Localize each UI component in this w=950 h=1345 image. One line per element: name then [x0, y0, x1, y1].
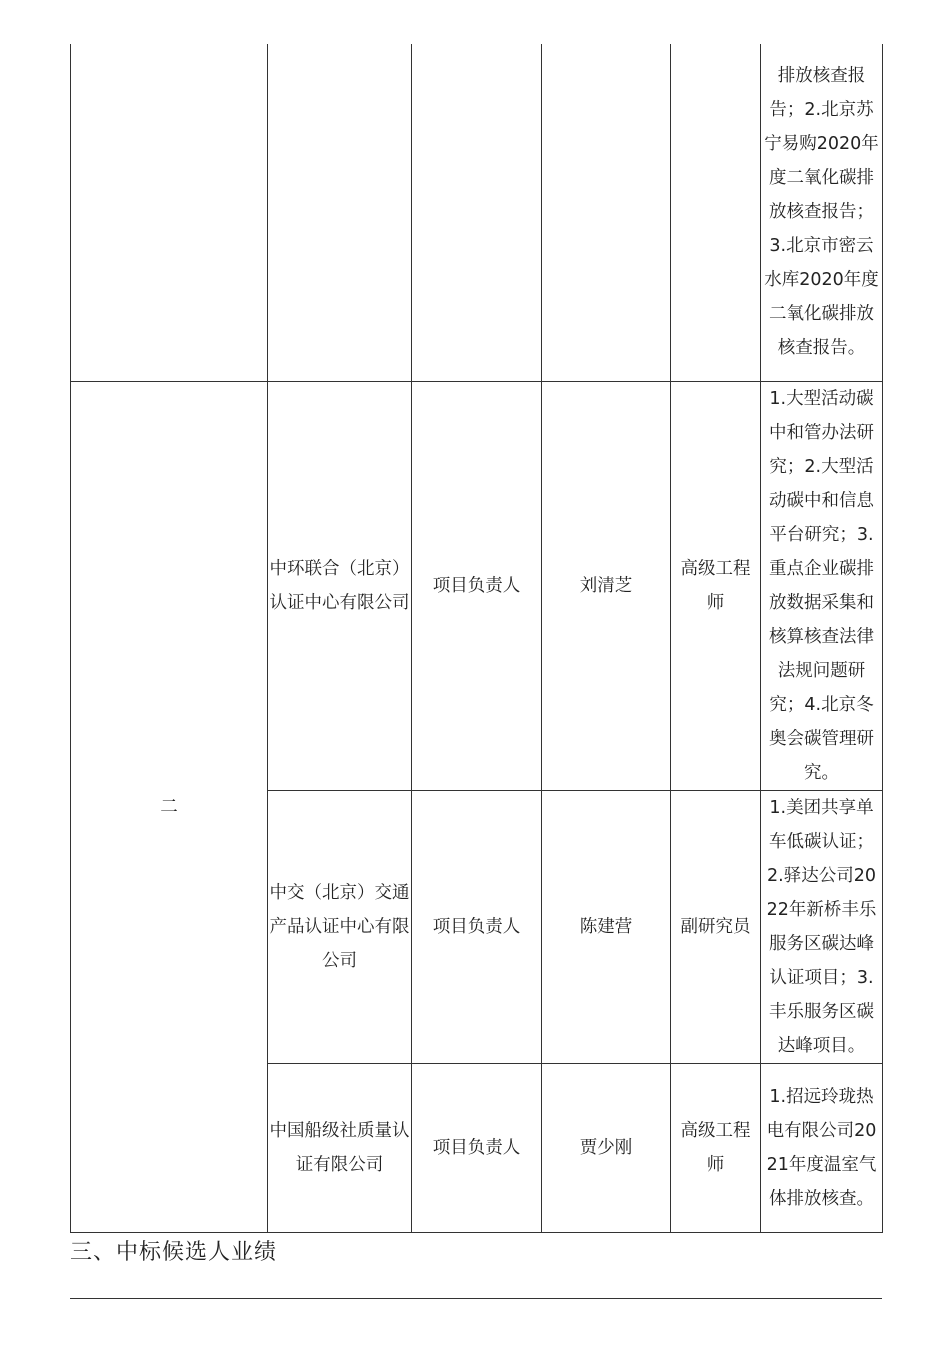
cell-title-empty: [671, 44, 761, 381]
cell-title: [671, 790, 761, 1063]
person-name: 贾少刚: [579, 1137, 633, 1158]
horizontal-divider: [70, 1298, 882, 1299]
role: 项目负责人: [432, 1137, 521, 1158]
cell-number-empty: [71, 44, 268, 381]
cell-name: [542, 381, 671, 790]
job-title: 高级工程师: [680, 558, 751, 613]
description-text: 排放核查报告；2.北京苏宁易购2020年度二氧化碳排放核查报告；3.北京市密云水库2020年度二氧化碳排放核查报告。: [764, 66, 879, 359]
group-number: 二: [160, 796, 178, 817]
cell-group-number: [71, 381, 268, 1232]
personnel-table: [70, 44, 883, 1233]
company-name: 中环联合（北京）认证中心有限公司: [269, 558, 410, 613]
cell-description: [761, 1063, 883, 1232]
table-row-continued: [71, 44, 883, 381]
cell-name: [542, 1063, 671, 1232]
table-row: [71, 381, 883, 790]
section-heading: 三、中标候选人业绩: [70, 1240, 278, 1265]
cell-company: [268, 790, 412, 1063]
cell-role: [412, 381, 542, 790]
person-name: 刘清芝: [579, 575, 633, 596]
cell-role: [412, 1063, 542, 1232]
role: 项目负责人: [432, 575, 521, 596]
cell-title: [671, 381, 761, 790]
cell-role: [412, 790, 542, 1063]
cell-role-empty: [412, 44, 542, 381]
cell-name-empty: [542, 44, 671, 381]
company-name: 中国船级社质量认证有限公司: [269, 1120, 410, 1175]
cell-company: [268, 1063, 412, 1232]
description-text: 1.招远玲珑热电有限公司2021年度温室气体排放核查。: [766, 1086, 877, 1209]
cell-title: [671, 1063, 761, 1232]
description-text: 1.大型活动碳中和管办法研究；2.大型活动碳中和信息平台研究；3.重点企业碳排放数据采集和核算核查法律法规问题研究；4.北京冬奥会碳管理研究。: [769, 388, 874, 783]
cell-name: [542, 790, 671, 1063]
person-name: 陈建营: [579, 916, 633, 937]
cell-description: [761, 790, 883, 1063]
job-title: 高级工程师: [680, 1120, 751, 1175]
cell-company: [268, 381, 412, 790]
role: 项目负责人: [432, 916, 521, 937]
cell-company-empty: [268, 44, 412, 381]
cell-description: [761, 381, 883, 790]
description-text: 1.美团共享单车低碳认证；2.驿达公司2022年新桥丰乐服务区碳达峰认证项目；3.丰乐服务区碳达峰项目。: [766, 797, 877, 1056]
job-title: 副研究员: [680, 916, 751, 937]
cell-description: [761, 44, 883, 381]
company-name: 中交（北京）交通产品认证中心有限公司: [269, 882, 410, 971]
